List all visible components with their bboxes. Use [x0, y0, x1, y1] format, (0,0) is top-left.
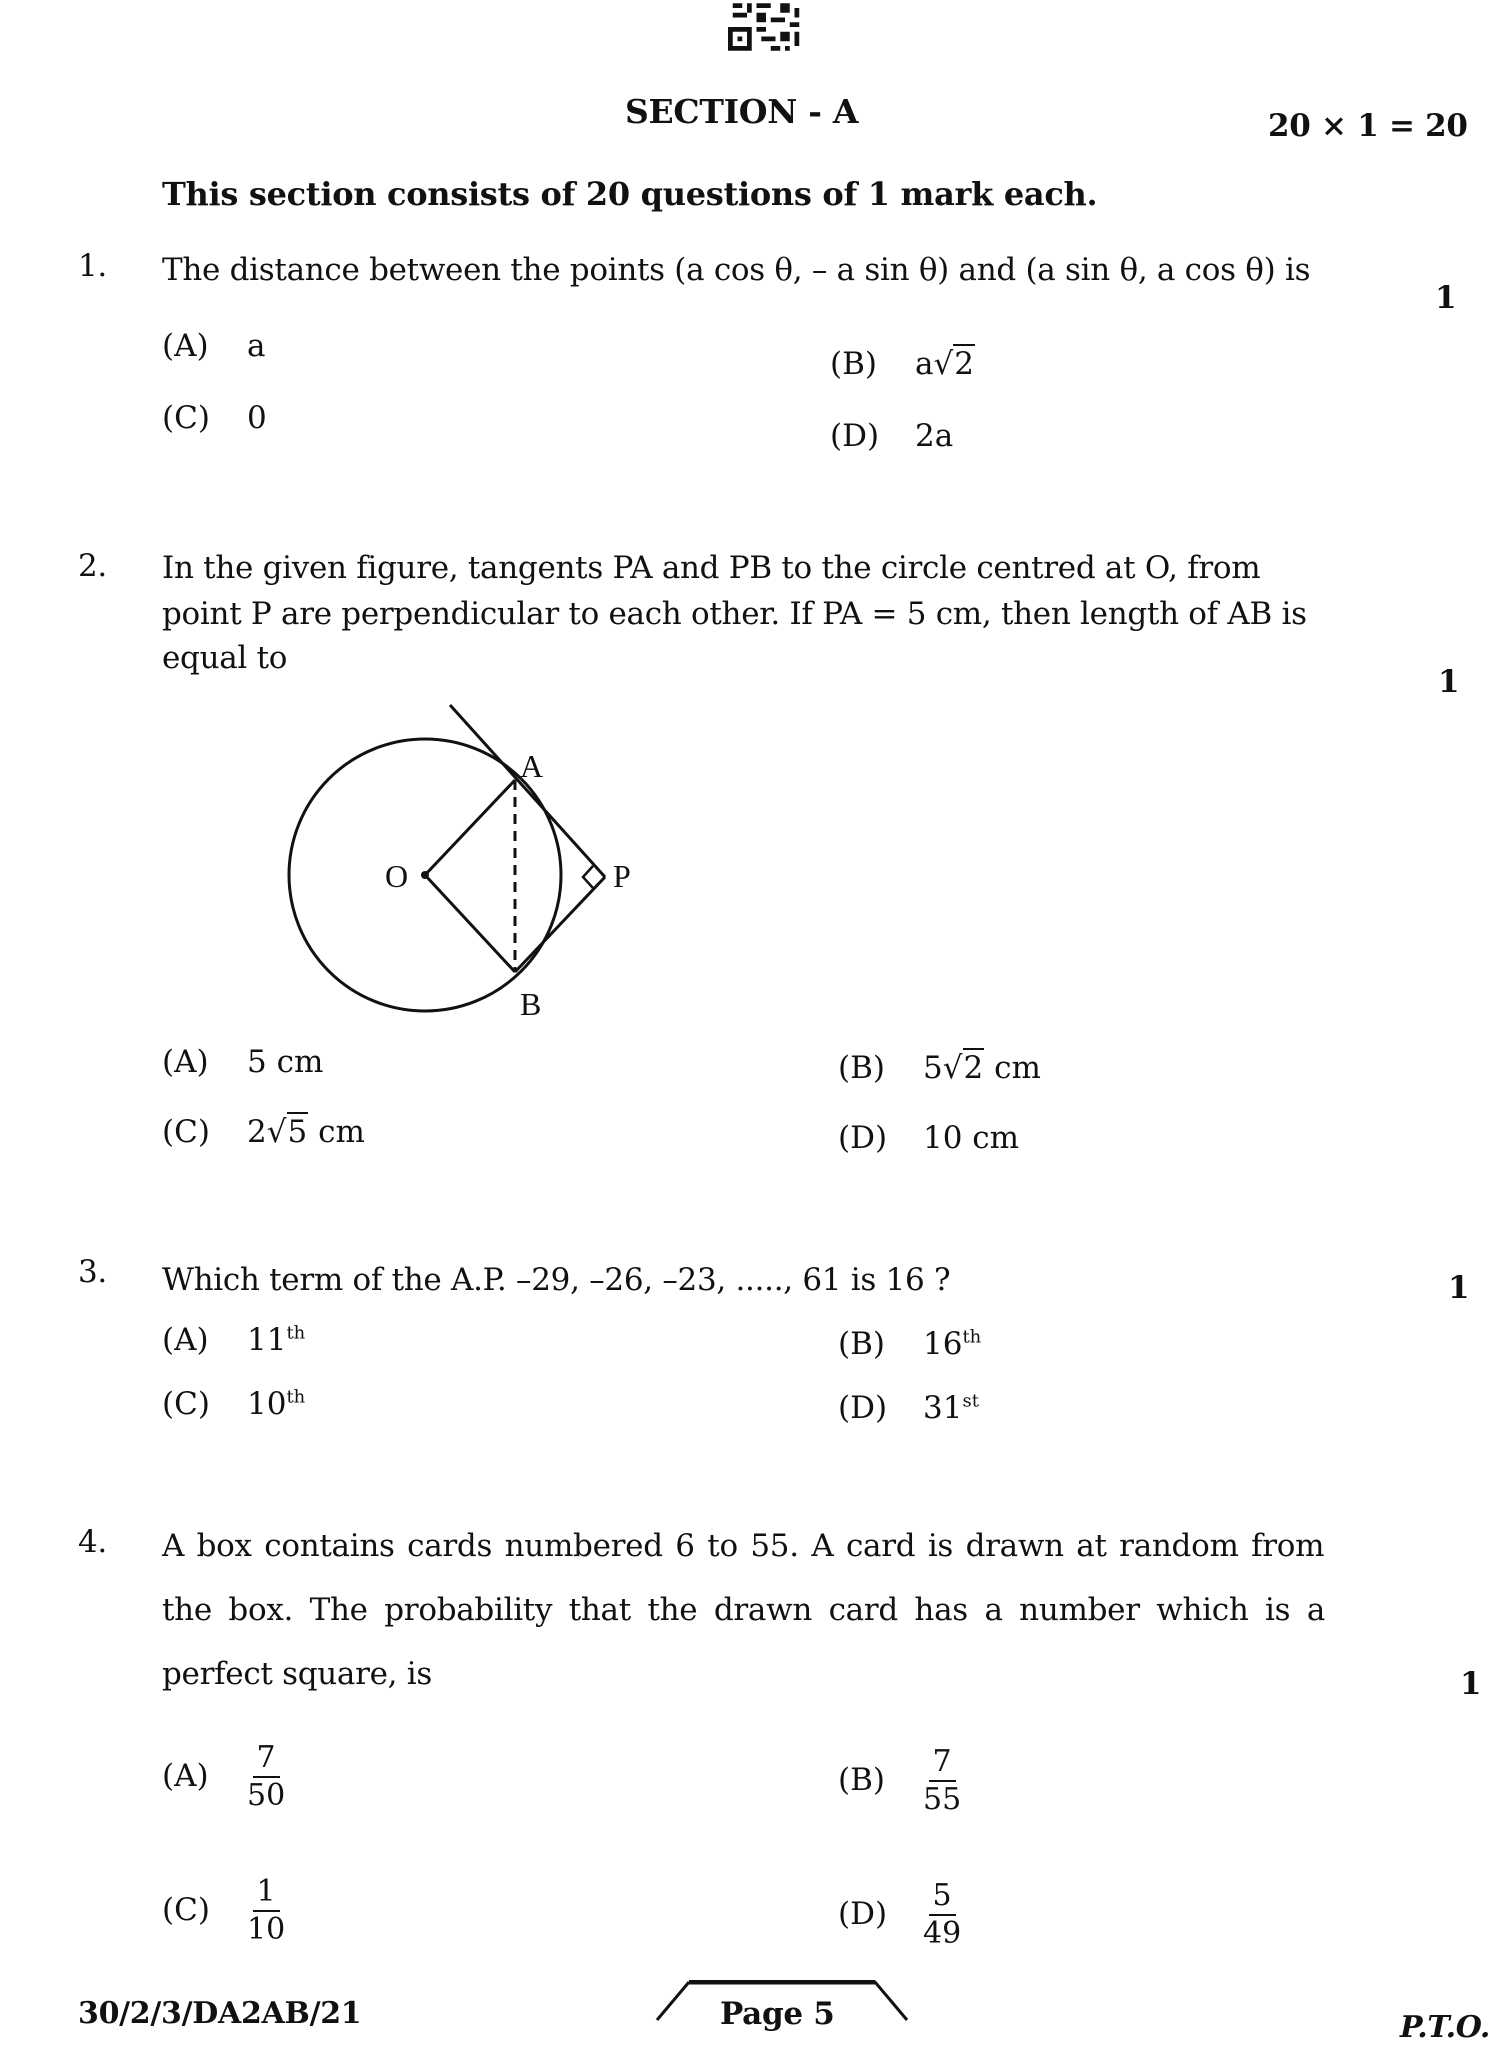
- option-label: (C): [162, 1891, 210, 1928]
- option-a[interactable]: [162, 1044, 323, 1080]
- option-text: 5 cm: [247, 1044, 324, 1080]
- pto-label: P.T.O.: [1400, 2010, 1490, 2045]
- numerator: 1: [253, 1874, 280, 1912]
- option-a[interactable]: [162, 328, 265, 364]
- option-label: (C): [162, 1386, 210, 1422]
- option-text: 2: [247, 1114, 267, 1150]
- option-label: (A): [162, 1044, 209, 1080]
- option-label: (C): [162, 400, 210, 436]
- label-p: P: [613, 858, 631, 894]
- option-label: (D): [838, 1390, 888, 1426]
- option-label: (A): [162, 1757, 209, 1794]
- option-label: (A): [162, 328, 209, 364]
- option-b[interactable]: (B) 5√2 cm: [838, 1050, 1041, 1086]
- option-a[interactable]: [162, 1740, 285, 1814]
- question-text-line: equal to: [162, 640, 288, 676]
- option-text: 10 cm: [923, 1120, 1020, 1156]
- section-marks: 20 × 1 = 20: [1268, 108, 1468, 144]
- question-number: 1.: [78, 248, 107, 284]
- option-d[interactable]: [838, 1120, 1019, 1156]
- option-label: (B): [838, 1050, 885, 1086]
- option-suffix: st: [962, 1390, 979, 1412]
- question-text-line: perfect square, is: [162, 1656, 432, 1692]
- section-title: SECTION - A: [625, 92, 859, 131]
- option-c[interactable]: (C) 2√5 cm: [162, 1114, 365, 1150]
- option-label: (B): [830, 346, 877, 382]
- tangent-pa: [450, 705, 605, 877]
- question-text: The distance between the points (a cos θ, – a sin θ) and (a sin θ, a cos θ) is: [162, 252, 1311, 288]
- option-label: (B): [838, 1326, 885, 1362]
- question-text-line: point P are perpendicular to each other. If PA = 5 cm, then length of AB is: [162, 596, 1307, 632]
- tangent-circle-figure: [270, 690, 650, 1030]
- numerator: 5: [929, 1878, 956, 1916]
- option-suffix: th: [286, 1386, 306, 1408]
- option-label: (B): [838, 1761, 885, 1798]
- qr-code-icon: [728, 2, 804, 52]
- section-intro: This section consists of 20 questions of 1 mark each.: [162, 175, 1098, 213]
- option-text: 10: [247, 1386, 287, 1422]
- option-label: (C): [162, 1114, 210, 1150]
- option-text: 5: [923, 1050, 943, 1086]
- question-marks: 1: [1460, 1666, 1482, 1702]
- option-text: 31: [923, 1390, 963, 1426]
- label-a: A: [520, 748, 544, 784]
- numerator: 7: [253, 1740, 280, 1778]
- question-text-line: In the given figure, tangents PA and PB to the circle centred at O, from: [162, 550, 1261, 586]
- right-angle-mark: [583, 866, 593, 888]
- option-a[interactable]: [162, 1322, 305, 1358]
- option-c[interactable]: [162, 400, 267, 436]
- option-label: (A): [162, 1322, 209, 1358]
- option-label: (D): [830, 418, 880, 454]
- option-c[interactable]: [162, 1874, 285, 1948]
- denominator: 49: [923, 1916, 962, 1951]
- option-c[interactable]: [162, 1386, 305, 1422]
- denominator: 50: [247, 1778, 286, 1813]
- question-text-line: A box contains cards numbered 6 to 55. A card is drawn at random from: [162, 1528, 1325, 1564]
- option-suffix: th: [962, 1326, 982, 1348]
- option-d[interactable]: [830, 418, 953, 454]
- radius-oa: [425, 780, 515, 875]
- denominator: 10: [247, 1912, 286, 1947]
- option-text: a: [247, 328, 266, 364]
- label-o: O: [385, 858, 409, 894]
- option-d[interactable]: [838, 1878, 961, 1952]
- question-marks: 1: [1438, 664, 1460, 700]
- option-radicand: 2: [954, 346, 974, 382]
- option-radicand: 5: [287, 1114, 308, 1150]
- option-text: 11: [247, 1322, 287, 1358]
- option-radicand: 2: [963, 1050, 984, 1086]
- question-number: 4.: [78, 1524, 107, 1560]
- option-unit: cm: [308, 1114, 365, 1150]
- paper-code: 30/2/3/DA2AB/21: [78, 1996, 362, 2031]
- numerator: 7: [929, 1744, 956, 1782]
- denominator: 55: [923, 1782, 962, 1817]
- option-text: 2a: [915, 418, 954, 454]
- option-b[interactable]: [838, 1326, 981, 1362]
- option-b[interactable]: (B) a√2: [830, 346, 974, 382]
- option-text: 16: [923, 1326, 963, 1362]
- question-number: 2.: [78, 548, 107, 584]
- option-unit: cm: [984, 1050, 1041, 1086]
- radius-ob: [425, 875, 515, 972]
- question-marks: 1: [1448, 1270, 1470, 1306]
- label-b: B: [520, 986, 542, 1022]
- option-label: (D): [838, 1120, 888, 1156]
- question-number: 3.: [78, 1254, 107, 1290]
- option-d[interactable]: [838, 1390, 979, 1426]
- page-number: Page 5: [720, 1996, 835, 2032]
- option-text: 0: [247, 400, 267, 436]
- question-text-line: the box. The probability that the drawn card has a number which is a: [162, 1592, 1326, 1628]
- option-b[interactable]: [838, 1744, 961, 1818]
- option-text: a: [915, 346, 934, 382]
- option-suffix: th: [286, 1322, 306, 1344]
- option-label: (D): [838, 1895, 888, 1932]
- question-marks: 1: [1435, 280, 1457, 316]
- question-text: Which term of the A.P. –29, –26, –23, ....., 61 is 16 ?: [162, 1262, 951, 1298]
